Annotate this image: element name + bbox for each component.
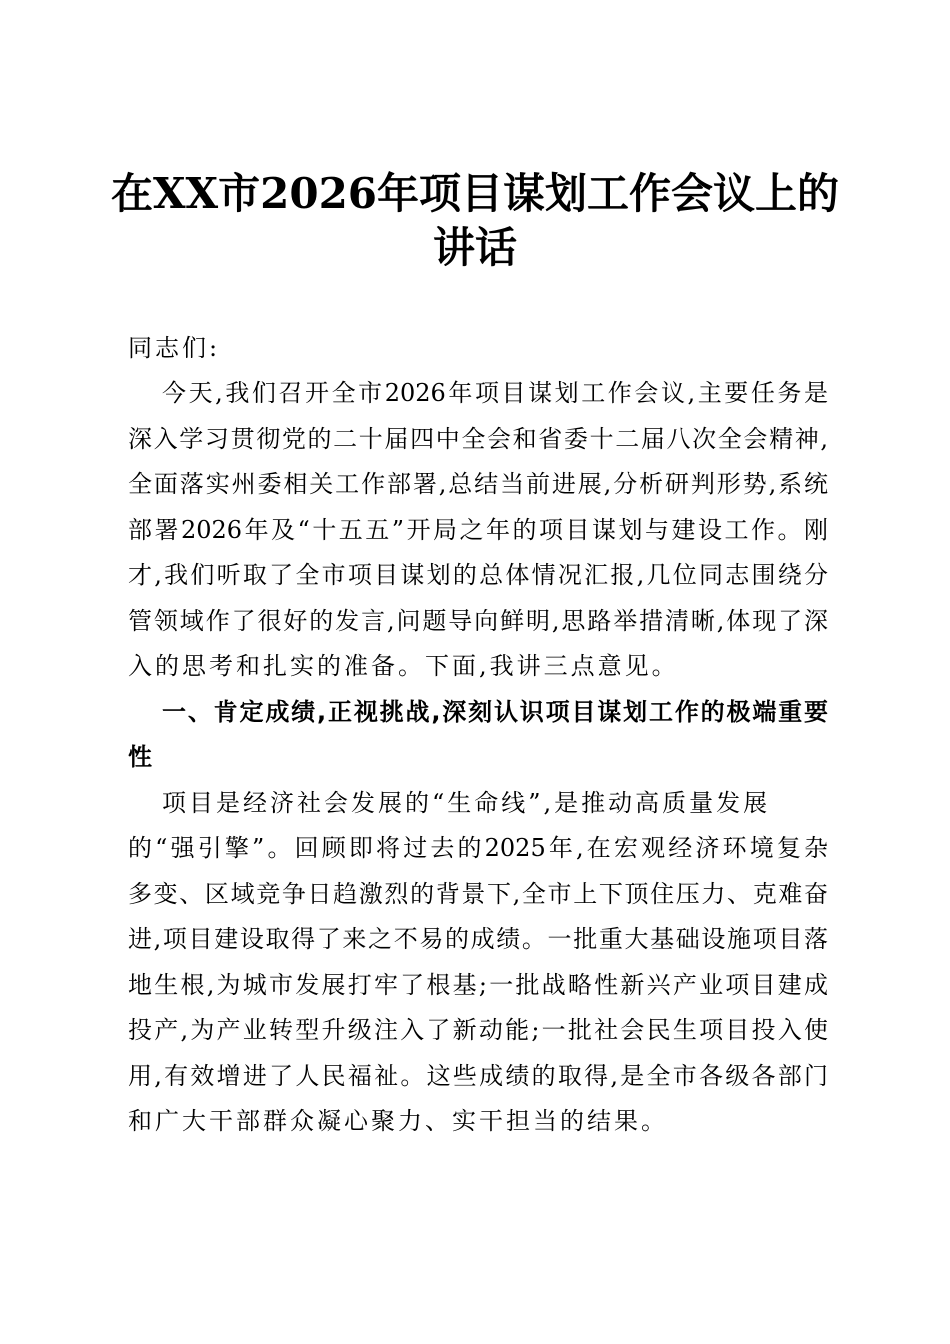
paragraph-2-line-1: 项目是经济社会发展的“生命线”,是推动高质量发展 bbox=[162, 789, 771, 817]
paragraph-2-line-5: 地生根,为城市发展打牢了根基;一批战略性新兴产业项目建成 bbox=[128, 971, 828, 999]
paragraph-1-line-3: 全面落实州委相关工作部署,总结当前进展,分析研判形势,系统 bbox=[128, 470, 828, 498]
paragraph-1-line-5: 才,我们听取了全市项目谋划的总体情况汇报,几位同志围绕分 bbox=[128, 561, 828, 589]
paragraph-1-line-6: 管领域作了很好的发言,问题导向鲜明,思路举措清晰,体现了深 bbox=[128, 607, 828, 635]
paragraph-2-line-8: 和广大干部群众凝心聚力、实干担当的结果。 bbox=[128, 1107, 668, 1135]
paragraph-2-line-2: 的“强引擎”。回顾即将过去的2025年,在宏观经济环境复杂 bbox=[128, 834, 828, 862]
section-heading-1-line-1: 一、肯定成绩,正视挑战,深刻认识项目谋划工作的极端重要 bbox=[162, 698, 828, 726]
paragraph-2-line-6: 投产,为产业转型升级注入了新动能;一批社会民生项目投入使 bbox=[128, 1016, 828, 1044]
section-heading-1-line-2: 性 bbox=[128, 743, 153, 771]
paragraph-2-line-3: 多变、区域竞争日趋激烈的背景下,全市上下顶住压力、克难奋 bbox=[128, 880, 828, 908]
salutation: 同志们: bbox=[128, 334, 221, 362]
document-title-line-1: 在XX市2026年项目谋划工作会议上的 bbox=[110, 169, 840, 218]
document-title-line-2: 讲话 bbox=[432, 223, 517, 272]
paragraph-2-line-4: 进,项目建设取得了来之不易的成绩。一批重大基础设施项目落 bbox=[128, 925, 828, 953]
paragraph-1-line-7: 入的思考和扎实的准备。下面,我讲三点意见。 bbox=[128, 652, 679, 680]
paragraph-1-line-1: 今天,我们召开全市2026年项目谋划工作会议,主要任务是 bbox=[162, 379, 828, 407]
paragraph-1-line-4: 部署2026年及“十五五”开局之年的项目谋划与建设工作。刚 bbox=[128, 516, 828, 544]
paragraph-1-line-2: 深入学习贯彻党的二十届四中全会和省委十二届八次全会精神, bbox=[128, 425, 828, 453]
paragraph-2-line-7: 用,有效增进了人民福祉。这些成绩的取得,是全市各级各部门 bbox=[128, 1062, 828, 1090]
